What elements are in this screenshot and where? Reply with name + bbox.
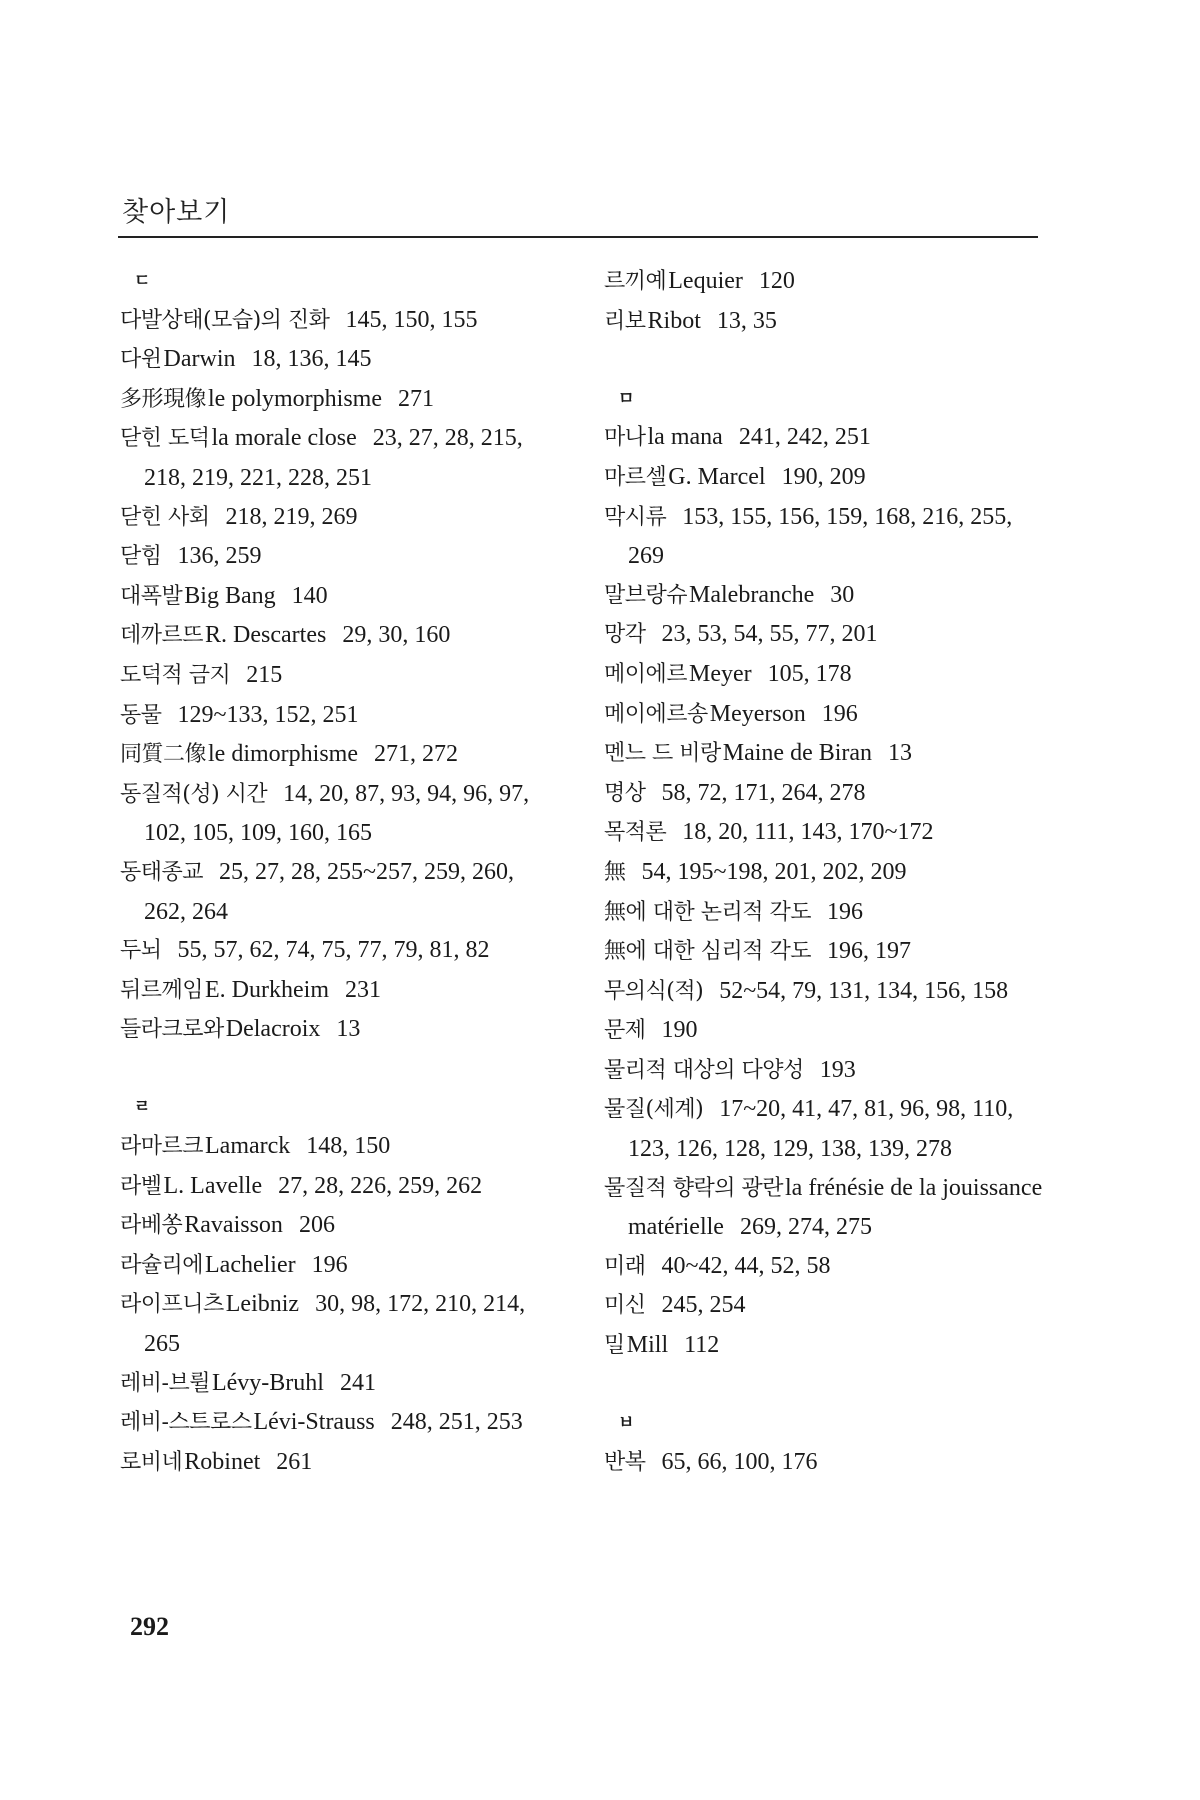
entry-original-term: E. Durkheim bbox=[205, 976, 329, 1003]
entry-pages: 231 bbox=[345, 976, 381, 1003]
entry-pages: 52~54, 79, 131, 134, 156, 158 bbox=[719, 977, 1009, 1004]
index-entry bbox=[604, 655, 1044, 695]
index-entry bbox=[604, 1326, 1044, 1366]
entry-pages: 17~20, 41, 47, 81, 96, 98, 110, 123, 126, 128, 129, 138, 139, 278 bbox=[628, 1096, 1014, 1163]
entry-term: 멘느 드 비랑 bbox=[604, 741, 721, 767]
index-entry bbox=[120, 498, 560, 538]
index-entry bbox=[604, 853, 1044, 893]
entry-term: 리보 bbox=[604, 308, 646, 334]
index-entry bbox=[120, 1364, 560, 1404]
entry-pages: 196, 197 bbox=[827, 938, 911, 965]
index-entry bbox=[604, 1443, 1044, 1483]
entry-pages: 14, 20, 87, 93, 94, 96, 97, 102, 105, 109, 160, 165 bbox=[144, 780, 530, 847]
index-entry bbox=[120, 1403, 560, 1443]
index-entry bbox=[120, 1010, 560, 1050]
entry-pages: 30 bbox=[830, 581, 855, 608]
entry-pages: 13 bbox=[336, 1016, 361, 1043]
entry-original-term: Lachelier bbox=[205, 1251, 296, 1278]
index-entry bbox=[120, 419, 560, 497]
entry-original-term: Delacroix bbox=[225, 1016, 321, 1043]
entry-original-term: Lamarck bbox=[205, 1133, 291, 1160]
entry-original-term: la morale close bbox=[211, 425, 357, 452]
index-entry bbox=[604, 774, 1044, 814]
entry-pages: 65, 66, 100, 176 bbox=[661, 1448, 818, 1475]
entry-pages: 196 bbox=[827, 898, 863, 925]
section-spacer bbox=[604, 341, 1044, 380]
entry-term: 동태종교 bbox=[120, 859, 204, 885]
entry-pages: 245, 254 bbox=[661, 1292, 746, 1319]
entry-original-term: le polymorphisme bbox=[208, 385, 382, 412]
entry-term: 메이에르 bbox=[604, 661, 688, 687]
entry-original-term: Darwin bbox=[163, 346, 236, 373]
index-entry bbox=[120, 656, 560, 696]
entry-term: 同質二像 bbox=[120, 742, 207, 768]
entry-term: 多形現像 bbox=[120, 386, 207, 412]
index-entry bbox=[604, 1169, 1044, 1247]
entry-term: 동질적(성) 시간 bbox=[120, 781, 268, 807]
entry-term: 메이에르송 bbox=[604, 701, 708, 727]
index-entry bbox=[120, 735, 560, 775]
page-title: 찾아보기 bbox=[122, 197, 231, 228]
entry-pages: 190 bbox=[661, 1017, 698, 1044]
entry-term: 두뇌 bbox=[120, 938, 162, 964]
entry-original-term: la frénésie de la jouissance matérielle bbox=[628, 1174, 1043, 1241]
entry-term: 동물 bbox=[120, 702, 162, 728]
entry-term: 데까르뜨 bbox=[120, 623, 204, 649]
index-entry bbox=[120, 1167, 560, 1207]
entry-pages: 23, 53, 54, 55, 77, 201 bbox=[661, 621, 878, 648]
entry-pages: 261 bbox=[276, 1448, 313, 1475]
entry-original-term: L. Lavelle bbox=[163, 1172, 263, 1199]
index-entry bbox=[120, 1246, 560, 1286]
entry-term: 라이프니츠 bbox=[120, 1292, 224, 1318]
entry-term: 닫힌 도덕 bbox=[120, 426, 210, 452]
section-spacer bbox=[604, 1366, 1044, 1405]
index-entry bbox=[120, 1443, 560, 1483]
index-entry bbox=[604, 1051, 1044, 1091]
entry-term: 마나 bbox=[604, 425, 646, 451]
entry-original-term: la mana bbox=[647, 424, 723, 451]
entry-original-term: Robinet bbox=[184, 1448, 261, 1475]
index-entry bbox=[120, 696, 560, 736]
entry-pages: 193 bbox=[819, 1056, 856, 1083]
entry-pages: 30, 98, 172, 210, 214, 265 bbox=[144, 1291, 526, 1358]
running-header bbox=[118, 184, 1038, 238]
index-entry bbox=[604, 1247, 1044, 1287]
index-entry bbox=[604, 302, 1044, 342]
entry-original-term: G. Marcel bbox=[668, 463, 766, 490]
index-entry bbox=[604, 418, 1044, 458]
entry-pages: 153, 155, 156, 159, 168, 216, 255, 269 bbox=[628, 503, 1013, 570]
entry-term: 라마르크 bbox=[120, 1134, 204, 1160]
entry-original-term: Meyerson bbox=[709, 700, 806, 727]
entry-original-term: Lévy-Bruhl bbox=[211, 1369, 324, 1396]
entry-term: 목적론 bbox=[604, 820, 667, 846]
index-entry bbox=[120, 853, 560, 931]
entry-pages: 269, 274, 275 bbox=[739, 1214, 872, 1241]
entry-term: 로비네 bbox=[120, 1449, 183, 1475]
entry-term: 라슐리에 bbox=[120, 1252, 204, 1278]
entry-original-term: Ravaisson bbox=[184, 1212, 283, 1239]
index-entry bbox=[120, 616, 560, 656]
entry-pages: 215 bbox=[246, 661, 283, 688]
index-entry bbox=[120, 931, 560, 971]
entry-term: 닫힌 사회 bbox=[120, 504, 210, 530]
entry-pages: 148, 150 bbox=[306, 1133, 391, 1160]
entry-pages: 13 bbox=[888, 740, 913, 767]
index-entry bbox=[604, 734, 1044, 774]
entry-original-term: Leibniz bbox=[225, 1291, 300, 1318]
entry-term: 라벨 bbox=[120, 1173, 162, 1199]
page-number: 292 bbox=[130, 1612, 169, 1641]
entry-original-term: Ribot bbox=[647, 307, 701, 334]
section-heading: ㄷ bbox=[134, 271, 151, 291]
index-entry bbox=[120, 301, 560, 341]
entry-original-term: Lévi-Strauss bbox=[253, 1409, 375, 1436]
index-entry bbox=[120, 775, 560, 853]
entry-pages: 105, 178 bbox=[767, 660, 852, 687]
entry-pages: 23, 27, 28, 215, 218, 219, 221, 228, 251 bbox=[144, 425, 523, 491]
entry-pages: 271, 272 bbox=[374, 741, 458, 768]
entry-original-term: le dimorphisme bbox=[208, 741, 358, 768]
index-entry bbox=[604, 458, 1044, 498]
entry-pages: 40~42, 44, 52, 58 bbox=[661, 1252, 831, 1279]
index-entry bbox=[120, 537, 560, 577]
index-entry bbox=[604, 1286, 1044, 1326]
entry-term: 레비-브륄 bbox=[120, 1370, 210, 1396]
entry-pages: 190, 209 bbox=[781, 463, 866, 490]
index-entry bbox=[604, 576, 1044, 616]
entry-pages: 241, 242, 251 bbox=[738, 424, 871, 451]
entry-term: 망각 bbox=[604, 622, 646, 648]
entry-pages: 120 bbox=[758, 268, 795, 294]
index-entry bbox=[604, 262, 1044, 302]
entry-term: 물리적 대상의 다양성 bbox=[604, 1057, 804, 1083]
index-entry bbox=[604, 615, 1044, 655]
index-entry bbox=[604, 972, 1044, 1012]
entry-term: 도덕적 금지 bbox=[120, 662, 231, 688]
entry-pages: 27, 28, 226, 259, 262 bbox=[278, 1172, 483, 1199]
entry-term: 반복 bbox=[604, 1449, 646, 1475]
entry-pages: 145, 150, 155 bbox=[345, 306, 478, 333]
entry-pages: 206 bbox=[298, 1212, 335, 1239]
section-heading: ㄹ bbox=[134, 1097, 151, 1118]
entry-pages: 55, 57, 62, 74, 75, 77, 79, 81, 82 bbox=[177, 937, 490, 964]
index-entry bbox=[120, 1285, 560, 1363]
entry-term: 들라크로와 bbox=[120, 1017, 224, 1043]
section-heading: ㅁ bbox=[618, 388, 635, 409]
entry-term: 말브랑슈 bbox=[604, 582, 688, 608]
entry-term: 막시류 bbox=[604, 504, 667, 530]
entry-term: 물질(세계) bbox=[604, 1097, 704, 1123]
entry-term: 레비-스트로스 bbox=[120, 1410, 252, 1436]
entry-pages: 271 bbox=[398, 385, 434, 412]
entry-original-term: Malebranche bbox=[689, 581, 815, 608]
index-entry bbox=[120, 971, 560, 1011]
index-entry bbox=[604, 498, 1044, 576]
entry-pages: 13, 35 bbox=[716, 307, 777, 334]
entry-pages: 196 bbox=[821, 700, 858, 727]
entry-term: 미래 bbox=[604, 1253, 646, 1279]
entry-term: 대폭발 bbox=[120, 583, 183, 609]
entry-pages: 136, 259 bbox=[177, 543, 262, 570]
entry-pages: 18, 20, 111, 143, 170~172 bbox=[682, 819, 934, 846]
index-entry bbox=[604, 813, 1044, 853]
entry-term: 마르셀 bbox=[604, 464, 667, 490]
index-column-left bbox=[120, 262, 560, 1482]
section-spacer bbox=[120, 1050, 560, 1089]
index-entry bbox=[120, 1127, 560, 1167]
entry-term: 무의식(적) bbox=[604, 978, 704, 1004]
index-entry bbox=[120, 577, 560, 617]
index-entry bbox=[604, 893, 1044, 933]
section-heading: ㅂ bbox=[618, 1413, 635, 1434]
entry-term: 다발상태(모습)의 진화 bbox=[120, 307, 330, 333]
entry-term: 無 bbox=[604, 859, 626, 885]
entry-pages: 18, 136, 145 bbox=[251, 346, 372, 373]
index-entry bbox=[120, 340, 560, 380]
entry-pages: 140 bbox=[291, 582, 328, 609]
entry-term: 無에 대한 심리적 각도 bbox=[604, 939, 811, 965]
index-entry bbox=[604, 1090, 1044, 1168]
entry-term: 문제 bbox=[604, 1018, 646, 1044]
entry-pages: 58, 72, 171, 264, 278 bbox=[661, 779, 866, 806]
index-column-right bbox=[604, 262, 1044, 1482]
entry-pages: 196 bbox=[311, 1251, 348, 1278]
entry-original-term: Lequier bbox=[668, 268, 743, 294]
index-entry bbox=[604, 695, 1044, 735]
index-entry bbox=[120, 1206, 560, 1246]
entry-term: 명상 bbox=[604, 780, 646, 806]
entry-original-term: Maine de Biran bbox=[722, 740, 873, 767]
index-entry bbox=[604, 932, 1044, 972]
entry-term: 미신 bbox=[604, 1293, 646, 1319]
entry-original-term: R. Descartes bbox=[205, 622, 327, 649]
index-entry bbox=[120, 380, 560, 420]
entry-term: 無에 대한 논리적 각도 bbox=[604, 899, 811, 925]
entry-term: 라베쏭 bbox=[120, 1213, 183, 1239]
entry-pages: 29, 30, 160 bbox=[342, 622, 451, 649]
entry-term: 밀 bbox=[604, 1333, 625, 1359]
entry-pages: 129~133, 152, 251 bbox=[177, 701, 359, 728]
entry-term: 닫힘 bbox=[120, 544, 162, 570]
entry-term: 르끼예 bbox=[604, 269, 667, 294]
entry-pages: 25, 27, 28, 255~257, 259, 260, 262, 264 bbox=[144, 858, 514, 925]
entry-pages: 112 bbox=[684, 1332, 720, 1359]
entry-pages: 54, 195~198, 201, 202, 209 bbox=[641, 858, 907, 885]
entry-term: 뒤르께임 bbox=[120, 977, 204, 1003]
entry-original-term: Mill bbox=[626, 1332, 669, 1359]
entry-original-term: Big Bang bbox=[184, 582, 276, 609]
entry-pages: 248, 251, 253 bbox=[390, 1409, 523, 1436]
entry-pages: 241 bbox=[339, 1369, 376, 1396]
entry-term: 물질적 향락의 광란 bbox=[604, 1175, 784, 1201]
entry-term: 다윈 bbox=[120, 347, 162, 373]
entry-pages: 218, 219, 269 bbox=[225, 503, 358, 530]
index-entry bbox=[604, 1011, 1044, 1051]
entry-original-term: Meyer bbox=[689, 660, 752, 687]
